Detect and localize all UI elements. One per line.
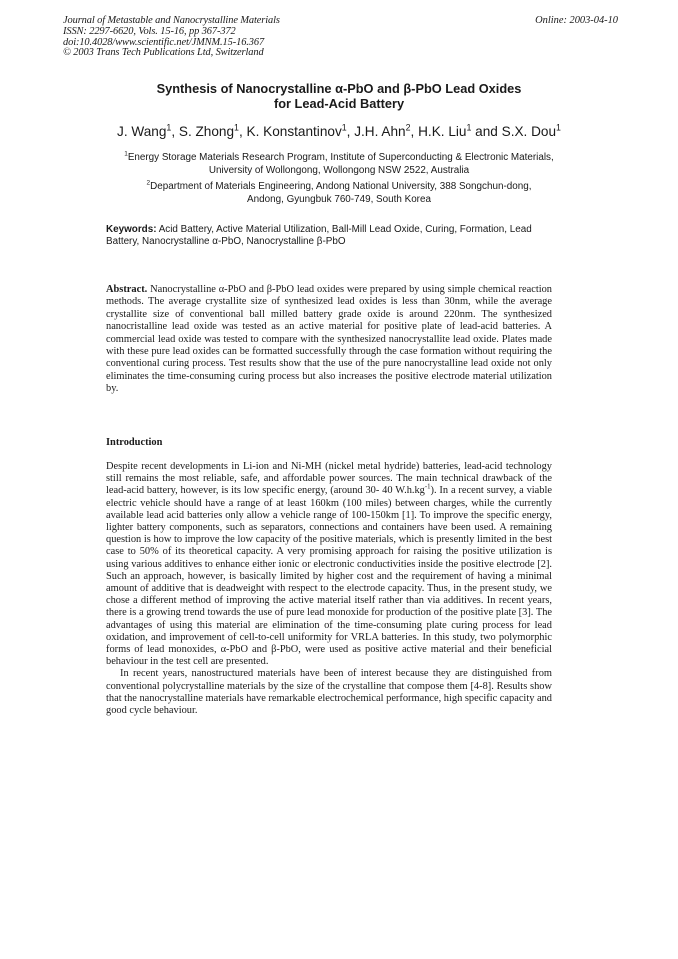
journal-name: Journal of Metastable and Nanocrystalline Materials: [63, 15, 280, 26]
copyright-line: © 2003 Trans Tech Publications Ltd, Switzerland: [63, 47, 264, 59]
journal-header: [63, 16, 280, 59]
issn-line: ISSN: 2297-6620, Vols. 15-16, pp 367-372: [63, 25, 236, 37]
paper-title: [60, 81, 618, 111]
paragraph: In recent years, nanostructured materials have been of interest because they are distinguished from conventional polycrystalline materials by the size of the crystalline that compose them [4-8]. Results show that the nanocrystalline materials have remarkable electrochemical performance, high specific capacity and good cycle behaviour.: [106, 668, 553, 717]
affiliation-number: 1: [124, 150, 128, 158]
author: K. Konstantinov$^1$,: [246, 122, 355, 139]
abstract-label: Abstract.: [106, 284, 148, 295]
author: S. Zhong$^1$,: [178, 122, 247, 139]
affiliation-1: [60, 152, 618, 177]
author: H.K. Liu$^1$ and: [418, 122, 502, 139]
affiliation-line: Department of Materials Engineering, Andong National University, 388 Songchun-dong,: [150, 181, 532, 192]
affiliation-line: Energy Storage Materials Research Program, Institute of Superconducting & Electronic Materials,: [127, 152, 554, 163]
affiliation-line: University of Wollongong, Wollongong NSW 2522, Australia: [208, 164, 470, 176]
title-line-1: Synthesis of Nanocrystalline α-PbO and β-PbO Lead Oxides: [156, 81, 522, 96]
doi-line: doi:10.4028/www.scientific.net/JMNM.15-16.367: [63, 36, 265, 48]
keywords-text: Acid Battery, Active Material Utilization, Ball-Mill Lead Oxide, Curing, Formation, Lead Battery, Nanocrystalline α-PbO, Nanocrystalline β-PbO: [106, 224, 532, 248]
keywords: [106, 224, 556, 249]
abstract: [106, 284, 552, 396]
affiliation-number: 2: [146, 179, 151, 187]
author: J.H. Ahn$^2$,: [354, 122, 419, 139]
title-line-2: for Lead-Acid Battery: [273, 96, 405, 111]
affiliation-2: [60, 181, 618, 206]
affiliation-line: Andong, Gyungbuk 760-749, South Korea: [247, 193, 431, 205]
keywords-label: Keywords:: [106, 224, 157, 235]
online-date: Online: 2003-04-10: [535, 15, 618, 26]
section-heading-introduction: Introduction: [106, 437, 163, 448]
abstract-text: Nanocrystalline α-PbO and β-PbO lead oxides were prepared by using simple chemical reaction methods. The average crystallite size of synthesized lead oxides is less than 30nm, while the average crystallite size of conventional ball milled battery grade oxide is around 220nm. The synthesized nanocristalline lead oxide was tested as an active material for positive plate of lead-acid batteries. A commercial lead oxide was tested to compare with the synthesized nanocrystallite lead oxide. Plates made with these pure lead oxides can be formatted successfully through the case formation without requiring the conventional curing process. Test results show that the use of the pure nanocrystalline lead oxide not only eliminates the time-consuming curing process but also increases the positive electrode material utilization by.: [106, 284, 552, 395]
author: J. Wang$^1$,: [117, 122, 179, 139]
author: S.X. Dou$^1$: [501, 122, 561, 139]
author-list: [60, 124, 618, 140]
introduction-body: [106, 461, 552, 717]
paragraph: Despite recent developments in Li-ion and Ni-MH (nickel metal hydride) batteries, lead-acid technology still remains the most reliable, safe, and affordable power sources. The main technical drawback of the lead-acid battery, however, is its low specific energy, (around 30- 40 $W.h.kg^{-1}$). In a recent survey, a viable electric vehicle should have a range of at least 160km (100 miles) between charges, while the currently available lead acid batteries only allow a vehicle range of 100-150km [1]. To improve the specific energy, lighter battery components, such as separators, connections and containers have been used. A remaining question is how to improve the low capacity of the positive materials, which is presently limited in the best case to 50% of its theoretical capacity. A very promising approach for raising the positive utilization is using various additives to enhance either ionic or electronic conductivities inside the positive electrode [2]. Such an approach, however, is basically limited by higher cost and the requirement of having a minimal amount of additive that is deadweight with respect to the electrode capacity. Thus, in the present study, we chose a different method of improving the active material itself rather than via additives. In recent years, there is a growing trend towards the use of pure lead monoxide for production of the positive plate [3]. The advantages of using this material are elimination of the time-consuming plate curing process for lead oxidation, and improvement of cell-to-cell uniformity for VRLA batteries. In this study, two polymorphic forms of lead monoxides, α-PbO and β-PbO, were used as positive active material and their beneficial behaviour in the test cell are presented.: [106, 461, 552, 668]
